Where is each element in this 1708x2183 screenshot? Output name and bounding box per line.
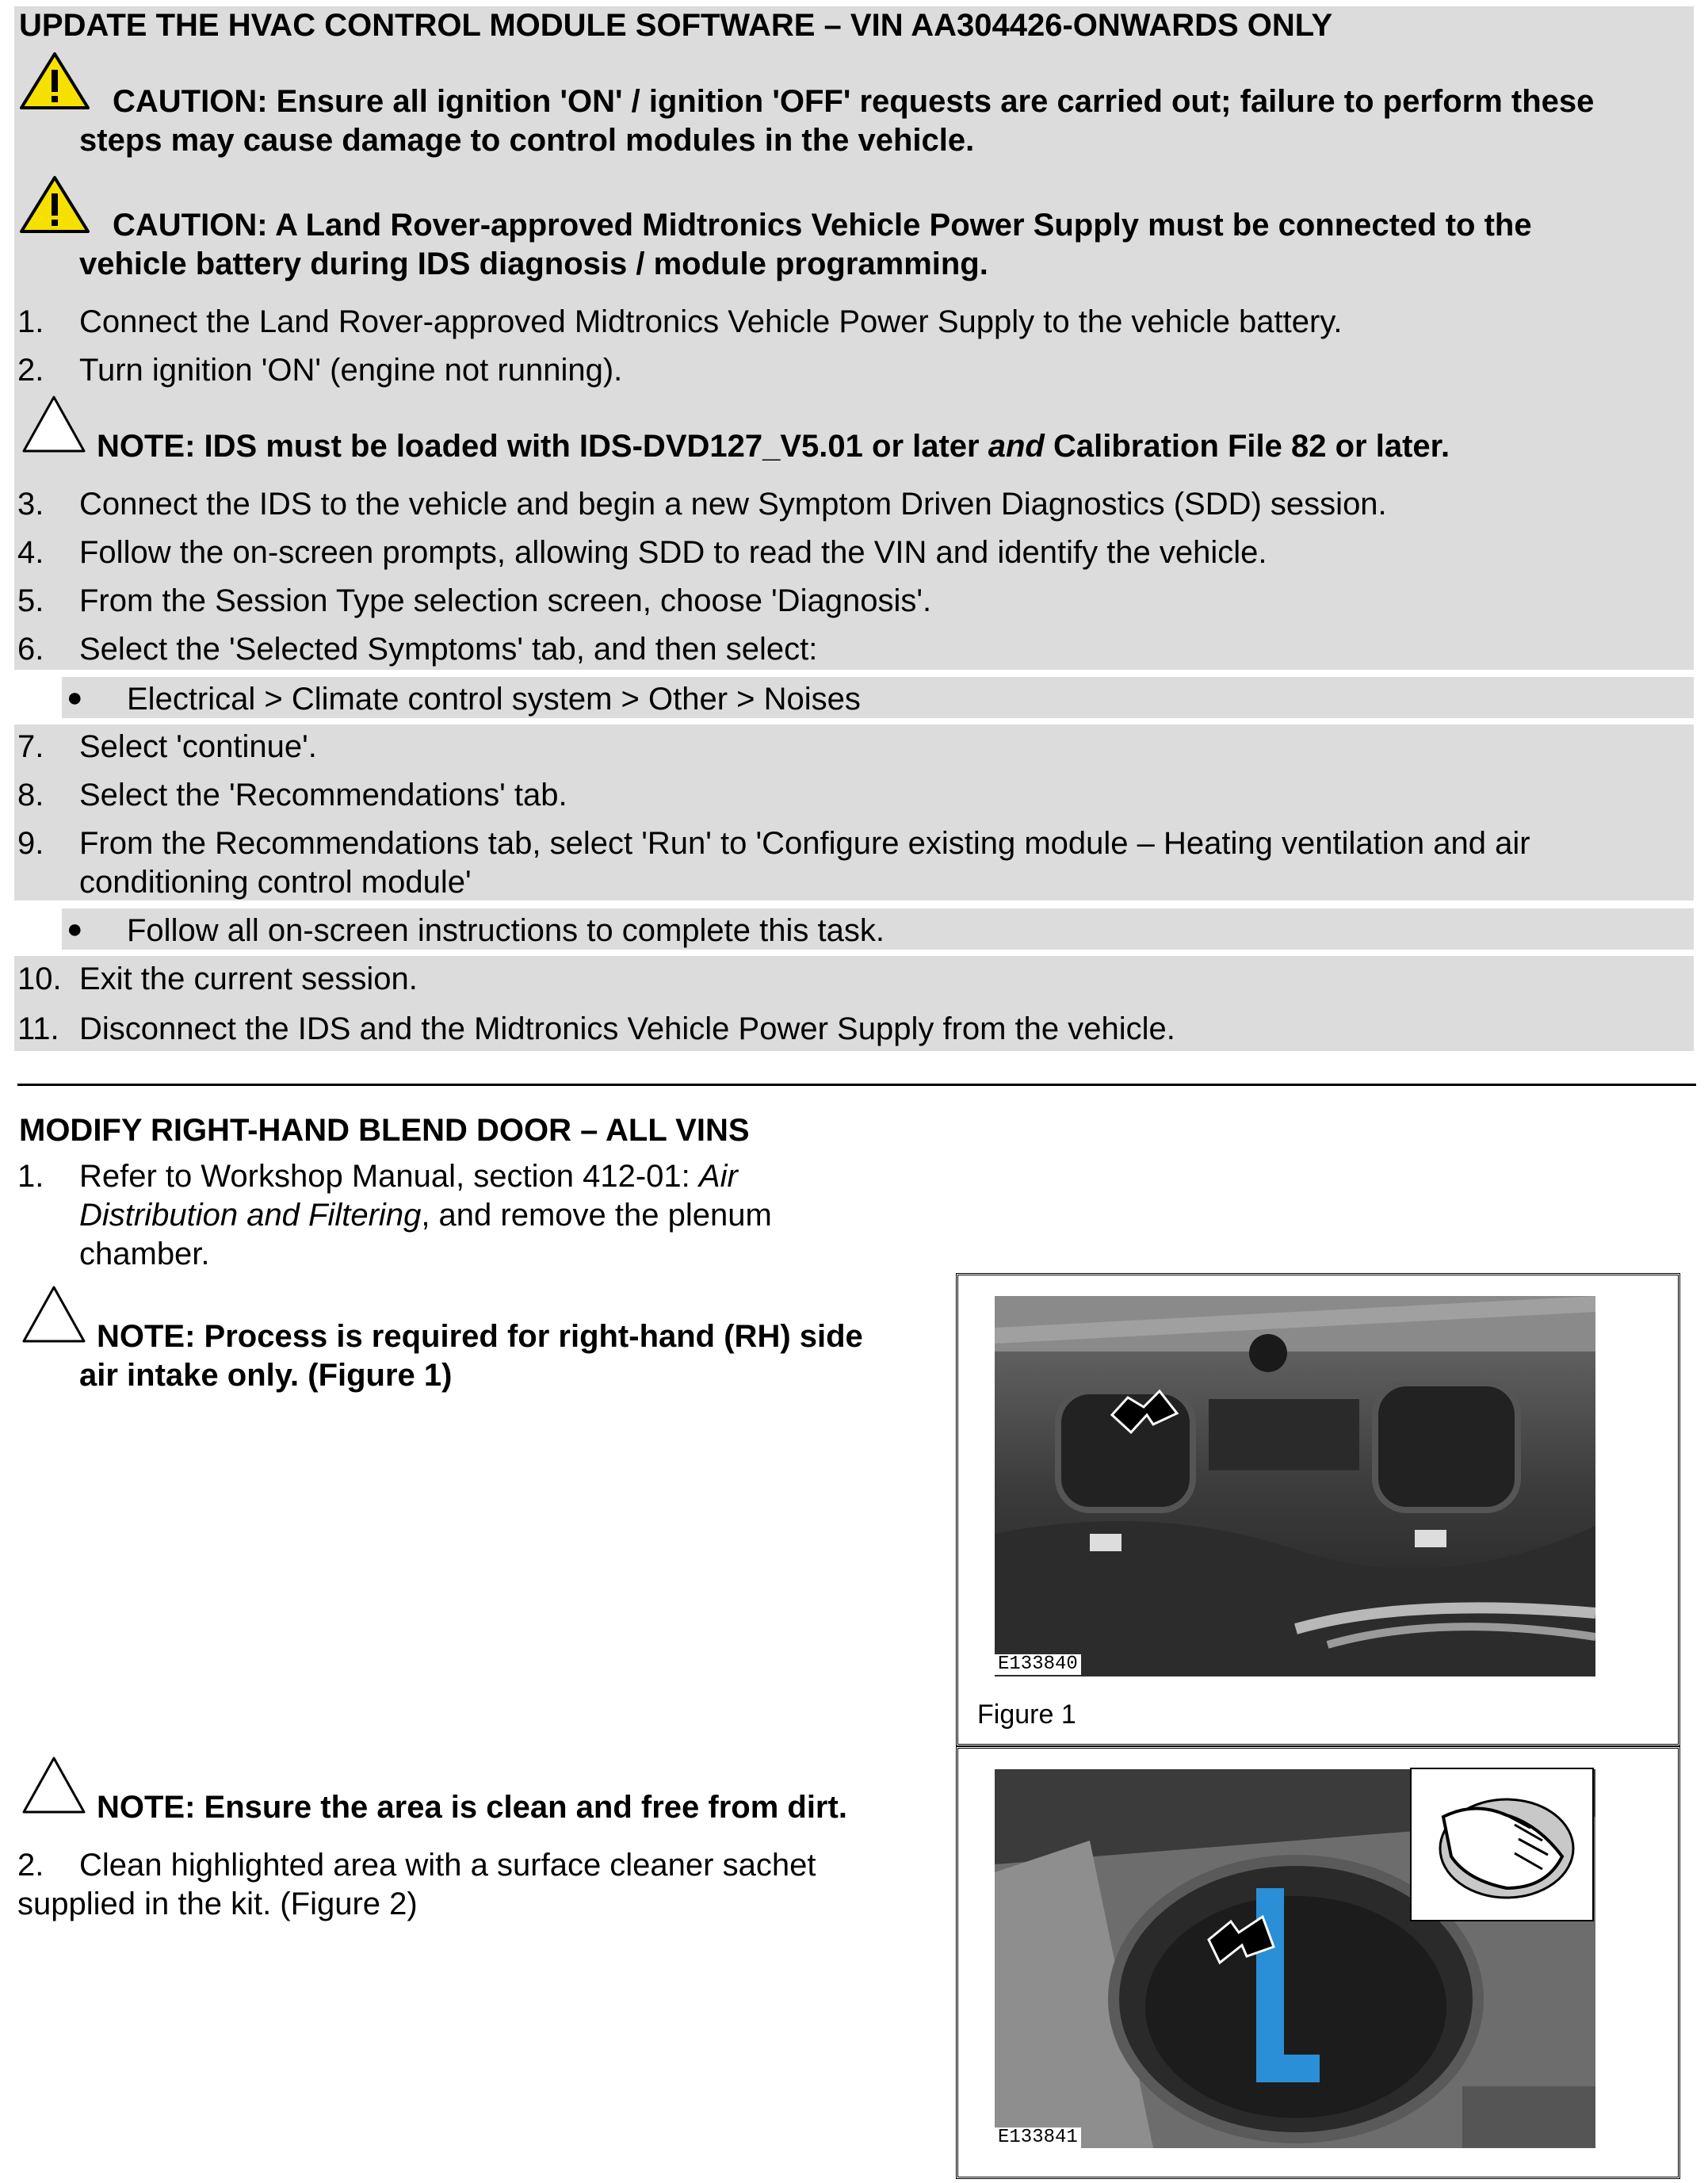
caution-2-line-2: vehicle battery during IDS diagnosis / module programming. (79, 247, 988, 281)
note-clean-area: NOTE: Ensure the area is clean and free from dirt. (97, 1790, 847, 1825)
note-triangle-icon (21, 394, 87, 464)
step-number: 2. (17, 353, 44, 388)
step-text: Exit the current session. (79, 962, 418, 996)
bullet-point-icon: ● (67, 914, 83, 944)
note-triangle-icon (21, 1755, 87, 1825)
step-text (79, 1157, 738, 1196)
caution-1-line-1: CAUTION: Ensure all ignition 'ON' / ignition 'OFF' requests are carried out; failure to perform these (113, 84, 1595, 119)
step-text: Connect the Land Rover-approved Midtronics Vehicle Power Supply to the vehicle battery. (79, 304, 1343, 339)
step-text-part: , and remove the plenum (421, 1198, 772, 1233)
step-number: 8. (17, 778, 44, 812)
figure-2-frame (956, 1746, 1680, 2179)
step-number: 7. (17, 729, 44, 764)
step-text (79, 1196, 772, 1235)
step-text-italic: Air (698, 1159, 738, 1194)
section-divider (17, 1084, 1696, 1086)
step-number: 5. (17, 583, 44, 618)
cleaning-hand-icon (1410, 1768, 1594, 1921)
warning-triangle-icon (19, 51, 90, 120)
section-title-blend-door: MODIFY RIGHT-HAND BLEND DOOR – ALL VINS (19, 1113, 750, 1148)
step-number: 1. (17, 1159, 44, 1194)
note-ids-requirement (97, 427, 1450, 466)
step-number: 3. (17, 487, 44, 522)
note-text-emphasis: and (988, 429, 1045, 464)
figure-1-photo (995, 1296, 1595, 1676)
caution-1-line-2: steps may cause damage to control modules in the vehicle. (79, 123, 975, 158)
warning-triangle-icon (19, 174, 90, 244)
step-text: From the Recommendations tab, select 'Run' to 'Configure existing module – Heating ventilation and air (79, 826, 1530, 861)
note-text-part-3: Calibration File 82 or later. (1044, 429, 1450, 464)
step-text: Select 'continue'. (79, 729, 317, 764)
step-text: Select the 'Selected Symptoms' tab, and then select: (79, 632, 818, 667)
figure-2-code: E133841 (995, 2128, 1081, 2148)
step-number: 1. (17, 304, 44, 339)
note-text-part-1: NOTE: IDS must be loaded with IDS-DVD127_V5.01 or later (97, 429, 988, 464)
step-text-part: Refer to Workshop Manual, section 412-01: (79, 1159, 699, 1194)
note-rh-side-line-1: NOTE: Process is required for right-hand (RH) side (97, 1319, 863, 1354)
step-text-italic: Distribution and Filtering (79, 1198, 422, 1233)
step-text: chamber. (79, 1237, 210, 1271)
step-text: From the Session Type selection screen, choose 'Diagnosis'. (79, 583, 932, 618)
step-number: 11. (17, 1011, 59, 1046)
step-text: Select the 'Recommendations' tab. (79, 778, 567, 812)
bullet-point-icon: ● (67, 682, 83, 713)
step-text: Follow the on-screen prompts, allowing SDD to read the VIN and identify the vehicle. (79, 535, 1267, 570)
step-number: 10. (17, 962, 62, 996)
step-number: 9. (17, 826, 44, 861)
note-triangle-icon (21, 1284, 87, 1354)
step-text-continued: conditioning control module' (79, 865, 472, 900)
step-text: Disconnect the IDS and the Midtronics Vehicle Power Supply from the vehicle. (79, 1011, 1175, 1046)
figure-1-code: E133840 (995, 1654, 1081, 1675)
step-number: 4. (17, 535, 44, 570)
figure-1-caption: Figure 1 (977, 1699, 1076, 1730)
bullet-text: Follow all on-screen instructions to complete this task. (127, 913, 885, 948)
note-rh-side-line-2: air intake only. (Figure 1) (79, 1358, 453, 1393)
figure-1-frame (956, 1273, 1680, 1746)
step-text: Turn ignition 'ON' (engine not running). (79, 353, 623, 388)
caution-2-line-1: CAUTION: A Land Rover-approved Midtronics Vehicle Power Supply must be connected to the (113, 208, 1532, 243)
step-number: 6. (17, 632, 44, 667)
step-number: 2. (17, 1848, 44, 1883)
bullet-text: Electrical > Climate control system > Other > Noises (127, 682, 861, 717)
step-text: Connect the IDS to the vehicle and begin a new Symptom Driven Diagnostics (SDD) session. (79, 487, 1387, 522)
step-text: Clean highlighted area with a surface cleaner sachet (79, 1848, 816, 1883)
section-title-hvac: UPDATE THE HVAC CONTROL MODULE SOFTWARE – VIN AA304426-ONWARDS ONLY (19, 8, 1333, 43)
step-text-continued: supplied in the kit. (Figure 2) (17, 1887, 418, 1921)
